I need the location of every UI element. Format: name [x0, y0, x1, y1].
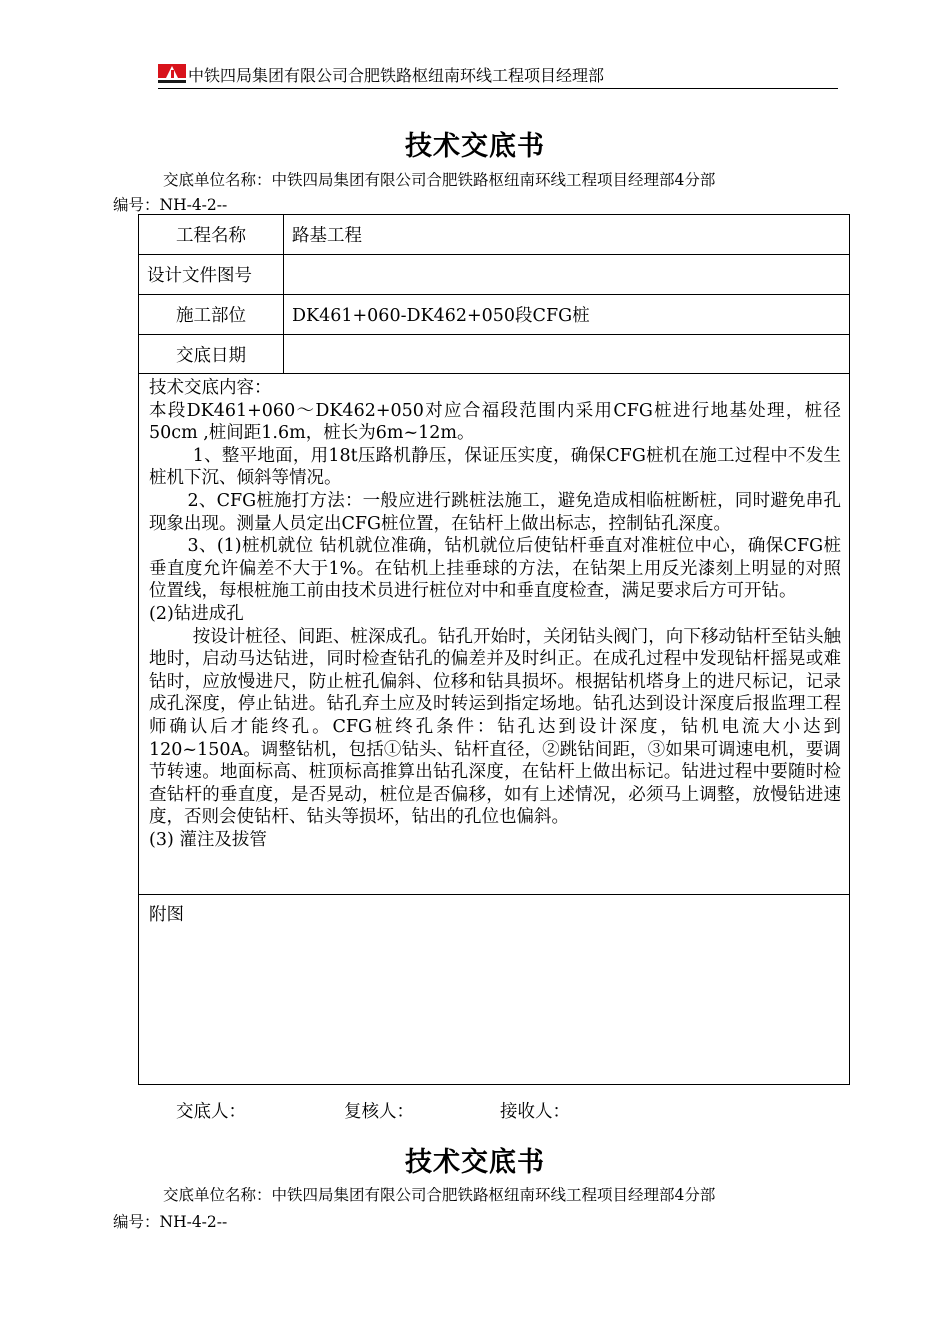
unit-name-line: 交底单位名称：中铁四局集团有限公司合肥铁路枢纽南环线工程项目经理部4分部: [163, 1186, 716, 1204]
date-value: [284, 335, 850, 374]
header-company-name: 中铁四局集团有限公司合肥铁路枢纽南环线工程项目经理部: [188, 66, 605, 85]
page-header: [158, 62, 838, 89]
table-row: [139, 215, 850, 255]
content-paragraph: 按设计桩径、间距、桩深成孔。钻孔开始时，关闭钻头阀门，向下移动钻杆至钻头触地时，启动马达钻进，同时检查钻孔的偏差并及时纠正。在成孔过程中发现钻杆摇晃或难钻时，应放慢进尺，防止桩孔偏斜、位移和钻具损坏。根据钻机塔身上的进尺标记，记录成孔深度，停止钻进。钻孔弃土应及时转运到指定场地。钻孔达到设计深度后报监理工程师确认后才能终孔。CFG桩终孔条件：钻孔达到设计深度，钻机电流大小达到120~150A。调整钻机，包括①钻头、钻杆直径，②跳钻间距，③如果可调速电机，要调节转速。地面标高、桩顶标高推算出钻孔深度，在钻杆上做出标记。钻进过程中要随时检查钻杆的垂直度，是否晃动，桩位是否偏移，如有上述情况，必须马上调整，放慢钻进速度，否则会使钻杆、钻头等损坏，钻出的孔位也偏斜。: [149, 626, 841, 828]
content-paragraph: (3) 灌注及拔管: [149, 829, 267, 850]
document-title: 技术交底书: [405, 1147, 545, 1178]
company-logo-icon: [158, 62, 188, 86]
presenter-signature: 交底人：: [176, 1102, 246, 1122]
figure-label: 附图: [149, 905, 184, 925]
figure-section: [138, 894, 850, 1085]
content-paragraph: 本段DK461+060～DK462+050对应合福段范围内采用CFG桩进行地基处理，桩径50cm ,桩间距1.6m，桩长为6m~12m。: [149, 400, 841, 444]
project-name-value: 路基工程: [284, 215, 850, 255]
table-row: [139, 335, 850, 374]
document-title: 技术交底书: [405, 131, 545, 162]
document-number: 编号：NH-4-2--: [113, 196, 228, 214]
date-label: 交底日期: [139, 335, 284, 374]
info-table: [138, 214, 850, 374]
content-paragraph: 3、(1)桩机就位 钻机就位准确，钻机就位后使钻杆垂直对准桩位中心，确保CFG桩垂直度允许偏差不大于1%。在钻机上挂垂球的方法，在钻架上用反光漆刻上明显的对照位置线，每根桩施工前由技术员进行桩位对中和垂直度检查，满足要求后方可开钻。: [149, 536, 841, 602]
drawing-number-value: [284, 255, 850, 295]
reviewer-signature: 复核人：: [344, 1102, 414, 1122]
document-number: 编号：NH-4-2--: [113, 1213, 228, 1231]
table-row: [139, 295, 850, 335]
content-section: [138, 373, 850, 895]
location-value: DK461+060-DK462+050段CFG桩: [284, 295, 850, 335]
content-paragraph: (2)钻进成孔: [149, 603, 244, 624]
content-heading: 技术交底内容：: [149, 378, 272, 398]
drawing-number-label: 设计文件图号: [139, 255, 284, 295]
receiver-signature: 接收人：: [500, 1102, 570, 1122]
project-name-label: 工程名称: [139, 215, 284, 255]
table-row: [139, 255, 850, 295]
location-label: 施工部位: [139, 295, 284, 335]
content-paragraph: 2、CFG桩施打方法：一般应进行跳桩法施工，避免造成相临桩断桩，同时避免串孔现象出现。测量人员定出CFG桩位置，在钻杆上做出标志，控制钻孔深度。: [149, 490, 841, 534]
unit-name-line: 交底单位名称：中铁四局集团有限公司合肥铁路枢纽南环线工程项目经理部4分部: [163, 171, 716, 189]
content-paragraph: 1、整平地面，用18t压路机静压，保证压实度，确保CFG桩机在施工过程中不发生桩机下沉、倾斜等情况。: [149, 445, 841, 489]
